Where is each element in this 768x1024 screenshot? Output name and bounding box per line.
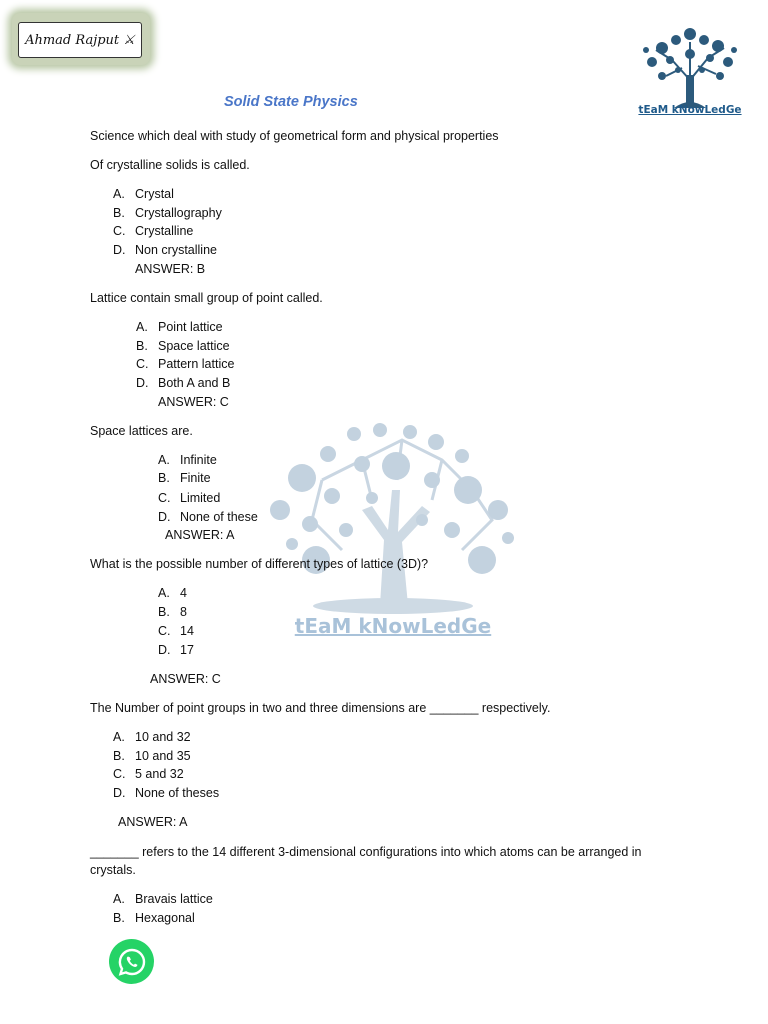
option-text: Non crystalline [135,243,217,257]
question-2-option-c [136,357,234,371]
option-letter: C. [136,357,149,371]
question-6-line-2: crystals. [90,863,136,877]
option-text: Infinite [180,453,217,467]
question-1-option-c [113,224,193,238]
option-letter: A. [113,892,125,906]
option-text: Hexagonal [135,911,195,925]
question-3-option-b [158,471,211,485]
option-text: 5 and 32 [135,767,184,781]
question-1-line-1: Science which deal with study of geometrical form and physical properties [90,129,499,143]
option-letter: A. [158,586,170,600]
question-4-answer: ANSWER: C [150,672,221,686]
option-text: Crystallography [135,206,222,220]
watermark-tree-icon [262,420,524,620]
option-letter: D. [113,786,126,800]
question-2-option-a [136,320,223,334]
question-4-option-b [158,605,187,619]
question-6-option-a [113,892,213,906]
question-4-option-c [158,624,194,638]
option-letter: C. [158,491,171,505]
watermark-text: tEaM kNowLedGe [294,614,492,638]
option-letter: A. [158,453,170,467]
question-4-line-1: What is the possible number of different types of lattice (3D)? [90,557,429,571]
question-3-line-1: Space lattices are. [90,424,193,438]
question-1-option-d [113,243,217,257]
question-2-line-1: Lattice contain small group of point called. [90,291,323,305]
question-3-option-a [158,453,217,467]
question-1-line-2: Of crystalline solids is called. [90,158,250,172]
option-text: Crystal [135,187,174,201]
question-2-answer: ANSWER: C [158,395,229,409]
question-5-option-b [113,749,191,763]
option-text: Finite [180,471,211,485]
question-1-option-b [113,206,222,220]
option-letter: B. [113,749,125,763]
option-letter: D. [136,376,149,390]
page-title: Solid State Physics [224,94,358,110]
option-text: Both A and B [158,376,231,390]
whatsapp-icon [117,947,147,977]
option-letter: D. [158,510,171,524]
option-letter: C. [158,624,171,638]
option-letter: A. [136,320,148,334]
question-2-option-d [136,376,230,390]
option-text: 10 and 32 [135,730,191,744]
question-6-line-1: _______ refers to the 14 different 3-dimensional configurations into which atoms can be arranged in [90,845,642,859]
option-letter: A. [113,730,125,744]
question-6-option-b [113,911,195,925]
option-text: 14 [180,624,194,638]
option-letter: A. [113,187,125,201]
option-text: None of these [180,510,258,524]
question-3-option-c [158,491,220,505]
option-letter: C. [113,767,126,781]
option-text: Bravais lattice [135,892,213,906]
option-letter: B. [158,471,170,485]
question-5-answer: ANSWER: A [118,815,188,829]
option-text: 17 [180,643,194,657]
option-letter: B. [136,339,148,353]
question-5-option-a [113,730,191,744]
question-5-line-1: The Number of point groups in two and three dimensions are _______ respectively. [90,701,551,715]
option-letter: D. [113,243,126,257]
question-5-option-c [113,767,184,781]
option-text: Crystalline [135,224,194,238]
logo-text: tEaM kNowLedGe [638,104,742,116]
question-4-option-d [158,643,194,657]
question-1-answer: ANSWER: B [135,262,206,276]
question-3-answer: ANSWER: A [165,528,235,542]
author-name: Ahmad Rajput ⚔ [18,22,142,58]
option-letter: B. [158,605,170,619]
option-text: 8 [180,605,187,619]
question-2-option-b [136,339,230,353]
option-letter: B. [113,911,125,925]
option-text: None of theses [135,786,220,800]
question-4-option-a [158,586,187,600]
question-5-option-d [113,786,219,800]
author-badge [12,13,150,65]
option-text: Pattern lattice [158,357,235,371]
option-letter: C. [113,224,126,238]
option-letter: B. [113,206,125,220]
whatsapp-button[interactable] [109,939,154,984]
option-letter: D. [158,643,171,657]
option-text: Space lattice [158,339,230,353]
question-3-option-d [158,510,258,524]
option-text: Limited [180,491,221,505]
question-1-option-a [113,187,174,201]
option-text: Point lattice [158,320,223,334]
option-text: 10 and 35 [135,749,191,763]
option-text: 4 [180,586,187,600]
